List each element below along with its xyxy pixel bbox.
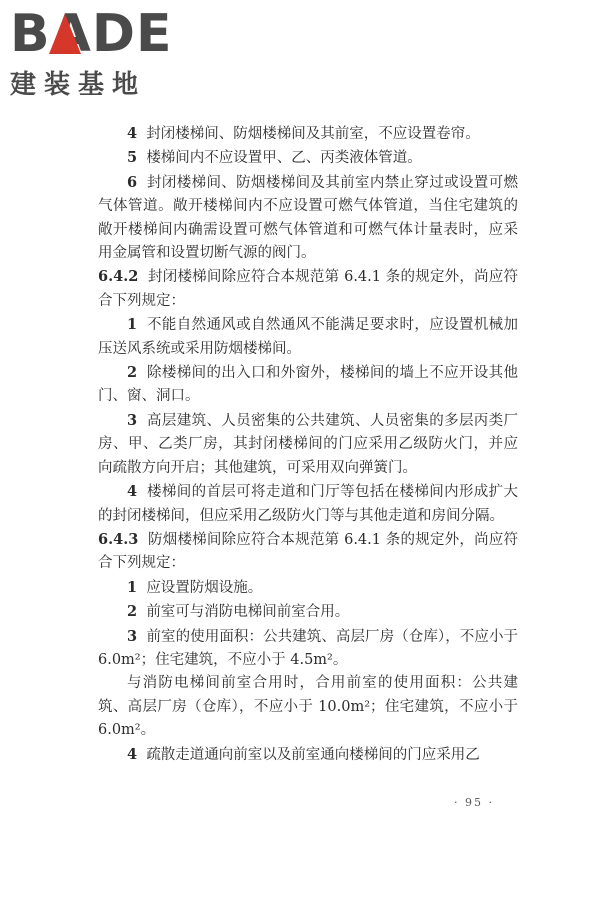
clause-continuation: 与消防电梯间前室合用时，合用前室的使用面积：公共建筑、高层厂房（仓库），不应小于 10.0m²；住宅建筑，不应小于 6.0m²。	[98, 675, 518, 739]
clause-item: 4 封闭楼梯间、防烟楼梯间及其前室，不应设置卷帘。	[127, 125, 480, 142]
bade-logo	[10, 4, 180, 100]
clause-item: 6 封闭楼梯间、防烟楼梯间及其前室内禁止穿过或设置可燃气体管道。敞开楼梯间内不应设置可燃气体管道，当住宅建筑的敞开楼梯间内确需设置可燃气体管道和可燃气体计量表时，应采用金属管和设置切断气源的阀门。	[98, 173, 519, 262]
logo-brand-en: BADE	[10, 4, 173, 64]
document-body	[98, 122, 518, 767]
section-heading: 6.4.3 防烟楼梯间除应符合本规范第 6.4.1 条的规定外，尚应符合下列规定：	[98, 530, 519, 572]
logo-brand-cn: 建装基地	[10, 70, 147, 100]
clause-item: 1 应设置防烟设施。	[127, 578, 263, 596]
clause-item: 1 不能自然通风或自然通风不能满足要求时，应设置机械加压送风系统或采用防烟楼梯间。	[98, 316, 519, 357]
clause-item: 2 除楼梯间的出入口和外窗外，楼梯间的墙上不应开设其他门、窗、洞口。	[98, 364, 519, 405]
clause-item: 5 楼梯间内不应设置甲、乙、丙类液体管道。	[127, 149, 422, 167]
clause-item: 3 高层建筑、人员密集的公共建筑、人员密集的多层丙类厂房、甲、乙类厂房，其封闭楼梯间的门应采用乙级防火门，并应向疏散方向开启；其他建筑，可采用双向弹簧门。	[98, 411, 519, 476]
clause-item: 4 楼梯间的首层可将走道和门厅等包括在楼梯间内形成扩大的封闭楼梯间，但应采用乙级防火门等与其他走道和房间分隔。	[98, 483, 519, 524]
section-heading: 6.4.2 封闭楼梯间除应符合本规范第 6.4.1 条的规定外，尚应符合下列规定：	[98, 268, 519, 309]
clause-item: 2 前室可与消防电梯间前室合用。	[127, 603, 350, 621]
clause-item: 3 前室的使用面积：公共建筑、高层厂房（仓库），不应小于 6.0m²；住宅建筑，不应小于 4.5m²。	[98, 627, 519, 668]
logo-triangle-icon	[49, 14, 81, 54]
clause-item: 4 疏散走道通向前室以及前室通向楼梯间的门应采用乙	[127, 745, 480, 763]
page-number: · 95 ·	[454, 796, 494, 809]
